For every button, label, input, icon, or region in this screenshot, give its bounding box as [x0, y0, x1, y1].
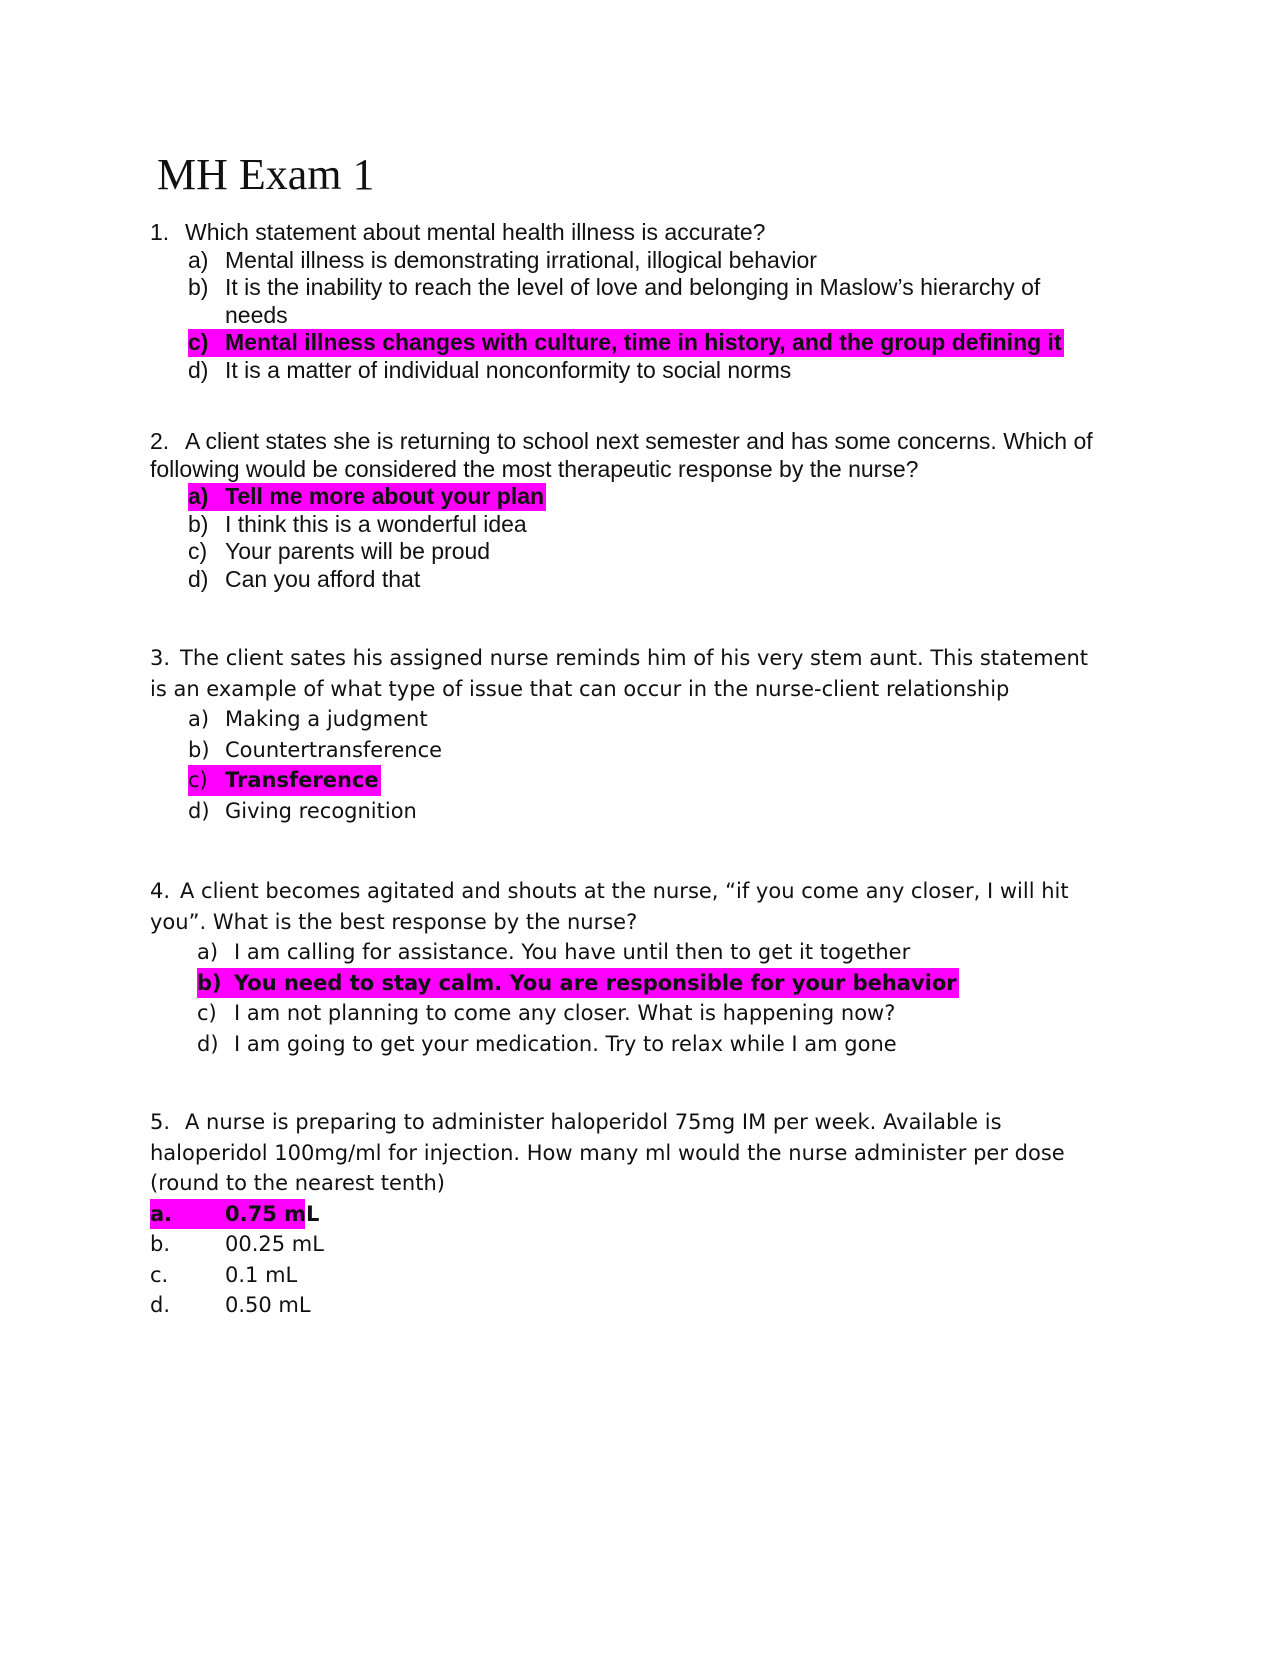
option-text: It is a matter of individual nonconformity to social norms: [225, 356, 792, 383]
answer-option-c-correct[interactable]: [188, 765, 1110, 796]
question-stem: [150, 219, 1110, 247]
option-letter: d): [197, 1031, 219, 1056]
answer-option-b[interactable]: [188, 274, 1075, 329]
option-letter: b): [188, 274, 209, 300]
answer-option-c[interactable]: [188, 538, 1110, 566]
option-letter: c): [188, 768, 208, 792]
answer-option-b-correct[interactable]: [197, 968, 1110, 999]
option-text: Transference: [225, 768, 379, 792]
option-letter: a): [188, 483, 209, 509]
option-text: 0.75 mL: [225, 1201, 320, 1226]
answer-option-b[interactable]: [188, 511, 1110, 539]
answer-option-d[interactable]: [188, 357, 1110, 385]
option-text: It is the inability to reach the level of love and belonging in Maslow’s hierarchy of needs: [225, 274, 1041, 328]
question-text: A client states she is returning to school next semester and has some concerns. Which of following would be considered the most therapeutic response by the nurse?: [150, 428, 1093, 482]
question-stem: [150, 876, 1110, 937]
option-text: Making a judgment: [225, 707, 428, 731]
option-text: Countertransference: [225, 737, 443, 762]
option-letter: a.: [150, 1201, 173, 1226]
answer-option-a[interactable]: [197, 937, 1110, 968]
question-stem: [150, 643, 1110, 704]
option-letter: d): [188, 798, 210, 823]
option-text: I am calling for assistance. You have until then to get it together: [234, 940, 911, 964]
answer-options: [150, 937, 1110, 1059]
question-stem: [150, 428, 1110, 483]
option-letter: c.: [150, 1262, 169, 1287]
question-number: 3.: [150, 646, 171, 670]
option-letter: a): [197, 940, 219, 964]
question-5: [150, 1107, 1110, 1321]
option-text: I am going to get your medication. Try to relax while I am gone: [234, 1031, 897, 1056]
answer-option-c[interactable]: [197, 998, 1110, 1029]
option-letter: a): [188, 246, 209, 273]
option-text: You need to stay calm. You are responsible for your behavior: [234, 970, 957, 995]
question-1: [150, 219, 1110, 384]
option-text: Giving recognition: [225, 798, 417, 823]
question-3: [150, 643, 1110, 826]
option-letter: d): [188, 565, 209, 592]
answer-option-b[interactable]: [150, 1229, 1110, 1260]
question-4: [150, 876, 1110, 1059]
option-text: Tell me more about your plan: [225, 483, 545, 509]
answer-options: [150, 704, 1110, 826]
option-letter: d): [188, 356, 209, 383]
page-title: MH Exam 1: [157, 150, 375, 199]
answer-options: [150, 247, 1110, 385]
answer-option-a-correct[interactable]: [188, 483, 1110, 511]
answer-option-d[interactable]: [197, 1029, 1110, 1060]
option-text: I am not planning to come any closer. What is happening now?: [234, 1001, 896, 1025]
option-text: I think this is a wonderful idea: [225, 510, 527, 537]
answer-option-d[interactable]: [150, 1290, 1110, 1321]
question-number: 2.: [150, 428, 170, 454]
option-text: Mental illness is demonstrating irrational, illogical behavior: [225, 246, 817, 273]
answer-options: [150, 1199, 1110, 1321]
option-letter: a): [188, 707, 210, 731]
option-letter: b): [188, 737, 210, 762]
answer-option-c-correct[interactable]: [188, 329, 1110, 357]
option-text: Can you afford that: [225, 565, 421, 592]
option-text: Your parents will be proud: [225, 538, 491, 564]
option-text: 0.50 mL: [225, 1293, 311, 1317]
option-letter: c): [188, 329, 209, 355]
question-text: A nurse is preparing to administer haloperidol 75mg IM per week. Available is haloperidol 100mg/ml for injection. How many ml would the nurse administer per dose (round to the nearest tenth): [150, 1110, 1065, 1195]
question-text: Which statement about mental health illness is accurate?: [185, 219, 766, 245]
option-letter: b.: [150, 1232, 171, 1256]
question-text: A client becomes agitated and shouts at the nurse, “if you come any closer, I will hit you”. What is the best response by the nurse?: [150, 879, 1069, 934]
option-letter: b): [197, 970, 222, 995]
answer-option-d[interactable]: [188, 796, 1110, 827]
option-letter: d.: [150, 1293, 171, 1317]
question-number: 5.: [150, 1110, 171, 1134]
option-letter: c): [188, 538, 208, 564]
option-letter: c): [197, 1001, 217, 1025]
answer-option-a[interactable]: [188, 704, 1110, 735]
question-number: 1.: [150, 219, 170, 245]
question-number: 4.: [150, 879, 171, 903]
question-stem: [150, 1107, 1110, 1199]
answer-options: [150, 483, 1110, 593]
question-2: [150, 428, 1110, 593]
answer-option-a[interactable]: [188, 247, 1110, 275]
option-text: 0.1 mL: [225, 1262, 298, 1287]
question-text: The client sates his assigned nurse reminds him of his very stem aunt. This statement is an example of what type of issue that can occur in the nurse-client relationship: [150, 646, 1089, 701]
option-text: 00.25 mL: [225, 1232, 324, 1256]
answer-option-c[interactable]: [150, 1260, 1110, 1291]
option-letter: b): [188, 510, 209, 537]
answer-option-a-correct[interactable]: [150, 1199, 1110, 1230]
answer-option-d[interactable]: [188, 566, 1110, 594]
answer-option-b[interactable]: [188, 735, 1110, 766]
option-text: Mental illness changes with culture, time in history, and the group defining it: [225, 329, 1062, 355]
